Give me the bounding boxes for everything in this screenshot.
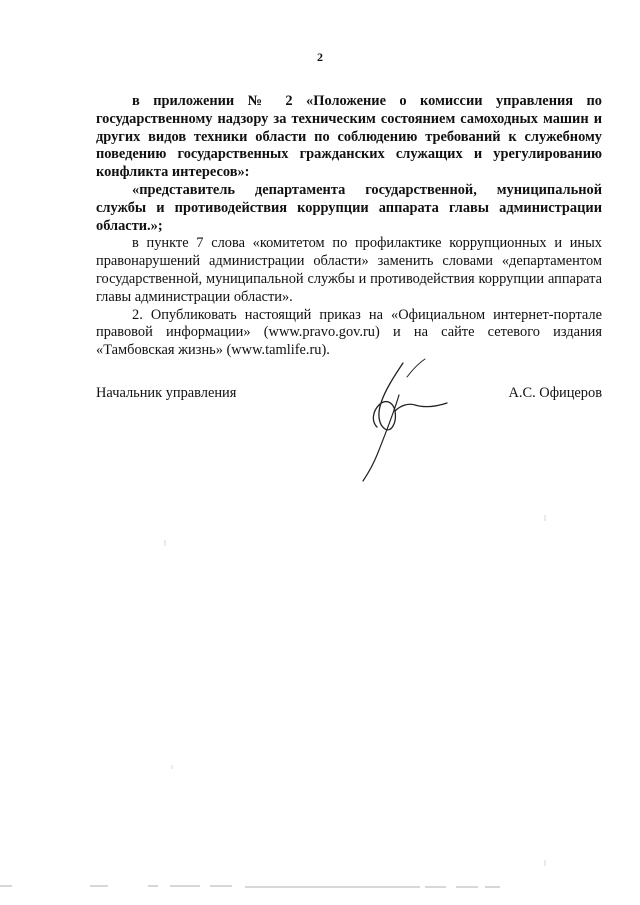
handwritten-signature (355, 355, 455, 485)
page-number: 2 (317, 50, 323, 64)
paragraph-representative: «представитель департамента государственной, муниципальной службы и противодействия коррупции аппарата главы администрации области.»; (96, 181, 602, 234)
document-body (96, 93, 602, 360)
paragraph-publish: 2. Опубликовать настоящий приказ на «Официальном интернет-портале правовой информации» (www.pravo.gov.ru) и на сайте сетевого издания «Тамбовская жизнь» (www.tamlife.ru). (96, 306, 602, 359)
signature-block (96, 385, 602, 405)
position-title: Начальник управления (96, 385, 237, 401)
paragraph-point-7: в пункте 7 слова «комитетом по профилактике коррупционных и иных правонарушений администрации области» заменить словами «департаментом государственной, муниципальной службы и противодействия коррупции аппарата главы администрации области». (96, 235, 602, 305)
signer-name: А.С. Офицеров (508, 385, 602, 401)
paragraph-appendix-2: в приложении № 2 «Положение о комиссии управления по государственному надзору за техническим состоянием самоходных машин и других видов техники области по соблюдению требований к служебному поведению государственных гражданских служащих и урегулированию конфликта интересов»: (96, 93, 602, 181)
